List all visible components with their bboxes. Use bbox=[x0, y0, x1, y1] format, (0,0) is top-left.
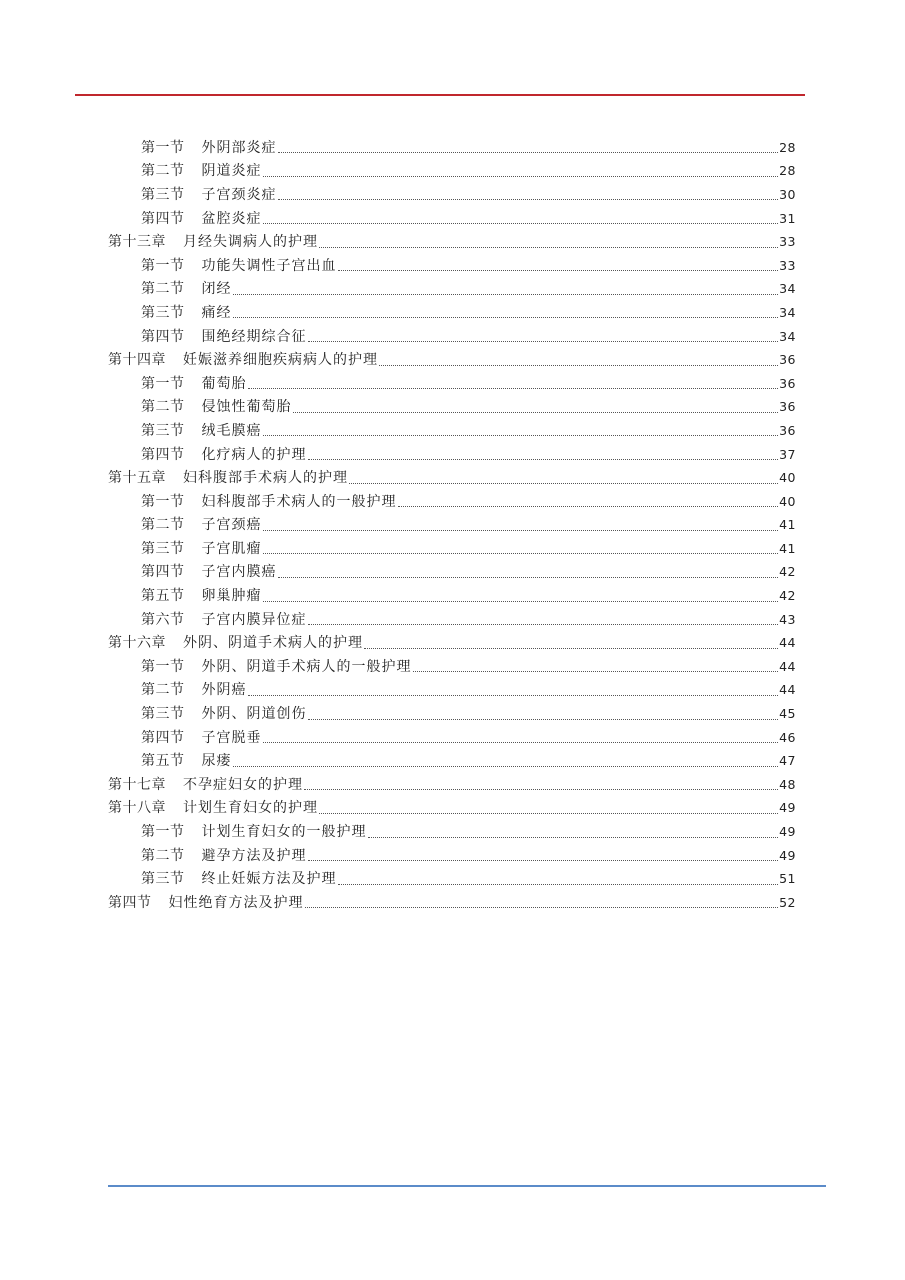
table-of-contents bbox=[0, 136, 905, 915]
toc-entry-line bbox=[141, 162, 796, 180]
toc-entry-number: 第一节 bbox=[141, 139, 185, 156]
toc-entry-number: 第三节 bbox=[141, 706, 185, 723]
toc-section-entry[interactable] bbox=[0, 490, 905, 514]
header-rule bbox=[75, 94, 805, 96]
toc-entry-page-number: 48 bbox=[779, 776, 796, 792]
toc-entry-number: 第四节 bbox=[141, 210, 185, 227]
toc-entry-page-number: 44 bbox=[779, 635, 796, 651]
toc-entry-page-number: 44 bbox=[779, 682, 796, 698]
toc-entry-number: 第三节 bbox=[141, 871, 185, 888]
footer-rule bbox=[108, 1185, 826, 1187]
toc-entry-line bbox=[141, 823, 796, 841]
toc-entry-title: 外阴、阴道手术病人的一般护理 bbox=[201, 658, 412, 675]
toc-section-entry[interactable] bbox=[0, 867, 905, 891]
toc-entry-title: 妇性绝育方法及护理 bbox=[168, 894, 304, 911]
toc-entry-page-number: 46 bbox=[779, 729, 796, 745]
toc-dot-leader bbox=[233, 317, 779, 318]
toc-chapter-entry[interactable] bbox=[0, 230, 905, 254]
toc-entry-title: 尿瘘 bbox=[201, 753, 232, 770]
toc-dot-leader bbox=[263, 223, 779, 224]
toc-section-entry[interactable] bbox=[0, 301, 905, 325]
toc-entry-number: 第四节 bbox=[141, 446, 185, 463]
toc-section-entry[interactable] bbox=[0, 820, 905, 844]
toc-entry-title: 计划生育妇女的护理 bbox=[183, 800, 318, 817]
toc-entry-line bbox=[141, 304, 796, 322]
toc-entry-page-number: 42 bbox=[779, 588, 796, 604]
toc-entry-number: 第十七章 bbox=[108, 776, 166, 793]
toc-entry-page-number: 44 bbox=[779, 658, 796, 674]
toc-entry-number: 第三节 bbox=[141, 186, 185, 203]
toc-entry-title: 侵蚀性葡萄胎 bbox=[201, 399, 292, 416]
toc-entry-number: 第三节 bbox=[141, 304, 185, 321]
toc-dot-leader bbox=[263, 176, 779, 177]
toc-entry-title: 子宫内膜癌 bbox=[201, 564, 277, 581]
toc-chapter-entry[interactable] bbox=[0, 466, 905, 490]
toc-dot-leader bbox=[233, 766, 779, 767]
toc-entry-page-number: 49 bbox=[779, 824, 796, 840]
toc-entry-page-number: 40 bbox=[779, 493, 796, 509]
toc-section-entry[interactable] bbox=[0, 443, 905, 467]
toc-dot-leader bbox=[263, 530, 779, 531]
toc-entry-number: 第五节 bbox=[141, 588, 185, 605]
toc-dot-leader bbox=[305, 907, 779, 908]
toc-entry-line bbox=[141, 705, 796, 723]
toc-dot-leader bbox=[338, 270, 779, 271]
toc-entry-line bbox=[108, 634, 796, 652]
toc-chapter-entry[interactable] bbox=[0, 773, 905, 797]
toc-dot-leader bbox=[319, 247, 778, 248]
toc-entry-title: 不孕症妇女的护理 bbox=[183, 776, 303, 793]
toc-dot-leader bbox=[368, 837, 779, 838]
toc-entry-title: 子宫颈炎症 bbox=[201, 186, 277, 203]
toc-entry-number: 第二节 bbox=[141, 163, 185, 180]
toc-section-entry[interactable] bbox=[0, 325, 905, 349]
toc-entry-title: 外阴部炎症 bbox=[201, 139, 277, 156]
toc-entry-page-number: 42 bbox=[779, 564, 796, 580]
toc-section-entry[interactable] bbox=[0, 183, 905, 207]
toc-entry-number: 第四节 bbox=[141, 564, 185, 581]
toc-entry-title: 盆腔炎症 bbox=[201, 210, 262, 227]
toc-entry-line bbox=[108, 351, 796, 369]
toc-dot-leader bbox=[308, 341, 779, 342]
toc-entry-page-number: 45 bbox=[779, 706, 796, 722]
toc-section-entry[interactable] bbox=[0, 608, 905, 632]
toc-entry-page-number: 49 bbox=[779, 847, 796, 863]
toc-dot-leader bbox=[278, 577, 779, 578]
toc-entry-title: 子宫颈癌 bbox=[201, 517, 262, 534]
toc-entry-page-number: 36 bbox=[779, 399, 796, 415]
toc-dot-leader bbox=[308, 459, 779, 460]
toc-dot-leader bbox=[338, 884, 779, 885]
toc-entry-page-number: 28 bbox=[779, 163, 796, 179]
toc-entry-title: 妇科腹部手术病人的护理 bbox=[183, 470, 348, 487]
toc-section-entry[interactable] bbox=[0, 419, 905, 443]
toc-entry-page-number: 34 bbox=[779, 304, 796, 320]
toc-entry-title: 子宫内膜异位症 bbox=[201, 611, 307, 628]
toc-entry-title: 葡萄胎 bbox=[201, 375, 247, 392]
toc-section-entry[interactable] bbox=[0, 655, 905, 679]
toc-entry-line bbox=[141, 398, 796, 416]
toc-section-entry[interactable] bbox=[0, 749, 905, 773]
toc-section-entry[interactable] bbox=[0, 726, 905, 750]
toc-entry-page-number: 36 bbox=[779, 422, 796, 438]
toc-entry-title: 痛经 bbox=[201, 304, 232, 321]
toc-entry-line bbox=[141, 658, 796, 676]
toc-dot-leader bbox=[263, 601, 779, 602]
toc-dot-leader bbox=[263, 553, 779, 554]
toc-entry-page-number: 28 bbox=[779, 139, 796, 155]
toc-dot-leader bbox=[233, 294, 779, 295]
toc-section-entry[interactable] bbox=[0, 207, 905, 231]
toc-entry-number: 第三节 bbox=[141, 540, 185, 557]
toc-section-entry[interactable] bbox=[0, 278, 905, 302]
toc-entry-number: 第二节 bbox=[141, 281, 185, 298]
toc-entry-page-number: 34 bbox=[779, 281, 796, 297]
toc-entry-title: 外阴、阴道创伤 bbox=[201, 706, 307, 723]
toc-section-entry[interactable] bbox=[0, 254, 905, 278]
toc-entry-number: 第一节 bbox=[141, 257, 185, 274]
toc-entry-line bbox=[141, 186, 796, 204]
toc-entry-page-number: 33 bbox=[779, 257, 796, 273]
toc-entry-title: 化疗病人的护理 bbox=[201, 446, 307, 463]
toc-entry-title: 子宫肌瘤 bbox=[201, 540, 262, 557]
toc-section-entry[interactable] bbox=[0, 537, 905, 561]
toc-entry-number: 第四节 bbox=[141, 328, 185, 345]
toc-entry-title: 子宫脱垂 bbox=[201, 729, 262, 746]
toc-entry-number: 第一节 bbox=[141, 824, 185, 841]
toc-entry-page-number: 36 bbox=[779, 352, 796, 368]
toc-section-entry[interactable] bbox=[0, 679, 905, 703]
toc-entry-line bbox=[141, 752, 796, 770]
toc-entry-number: 第四节 bbox=[141, 729, 185, 746]
toc-entry-page-number: 34 bbox=[779, 328, 796, 344]
toc-entry-title: 终止妊娠方法及护理 bbox=[201, 871, 337, 888]
toc-entry-number: 第十六章 bbox=[108, 635, 166, 652]
toc-entry-title: 功能失调性子宫出血 bbox=[201, 257, 337, 274]
toc-dot-leader bbox=[248, 695, 779, 696]
toc-dot-leader bbox=[278, 152, 779, 153]
toc-dot-leader bbox=[308, 624, 779, 625]
toc-entry-line bbox=[141, 139, 796, 157]
toc-entry-line bbox=[141, 681, 796, 699]
toc-entry-page-number: 40 bbox=[779, 470, 796, 486]
toc-entry-line bbox=[141, 540, 796, 558]
toc-dot-leader bbox=[308, 860, 779, 861]
toc-entry-page-number: 47 bbox=[779, 753, 796, 769]
toc-entry-title: 围绝经期综合征 bbox=[201, 328, 307, 345]
toc-entry-title: 计划生育妇女的一般护理 bbox=[201, 824, 367, 841]
toc-entry-number: 第三节 bbox=[141, 422, 185, 439]
toc-entry-title: 闭经 bbox=[201, 281, 232, 298]
toc-entry-line bbox=[141, 563, 796, 581]
toc-section-entry[interactable] bbox=[0, 372, 905, 396]
toc-entry-title: 外阴癌 bbox=[201, 682, 247, 699]
toc-entry-page-number: 36 bbox=[779, 375, 796, 391]
toc-entry-title: 避孕方法及护理 bbox=[201, 847, 307, 864]
toc-entry-number: 第十三章 bbox=[108, 234, 166, 251]
toc-dot-leader bbox=[293, 412, 779, 413]
toc-entry-number: 第十四章 bbox=[108, 352, 166, 369]
toc-dot-leader bbox=[263, 435, 779, 436]
toc-section-entry[interactable] bbox=[0, 136, 905, 160]
toc-entry-page-number: 41 bbox=[779, 517, 796, 533]
toc-entry-page-number: 31 bbox=[779, 210, 796, 226]
toc-entry-line bbox=[141, 446, 796, 464]
toc-entry-page-number: 49 bbox=[779, 800, 796, 816]
toc-entry-page-number: 43 bbox=[779, 611, 796, 627]
toc-entry-line bbox=[141, 611, 796, 629]
toc-entry-line bbox=[108, 776, 796, 794]
toc-section-entry[interactable] bbox=[0, 514, 905, 538]
toc-chapter-entry[interactable] bbox=[0, 348, 905, 372]
toc-entry-line bbox=[141, 729, 796, 747]
toc-entry-page-number: 30 bbox=[779, 186, 796, 202]
toc-entry-line bbox=[141, 587, 796, 605]
toc-entry-page-number: 52 bbox=[779, 894, 796, 910]
toc-entry-title: 绒毛膜癌 bbox=[201, 422, 262, 439]
toc-entry-number: 第二节 bbox=[141, 682, 185, 699]
toc-section-entry[interactable] bbox=[0, 844, 905, 868]
toc-entry-line bbox=[108, 469, 796, 487]
toc-dot-leader bbox=[304, 789, 778, 790]
toc-entry-line bbox=[141, 847, 796, 865]
toc-entry-number: 第二节 bbox=[141, 847, 185, 864]
toc-entry-line bbox=[108, 233, 796, 251]
toc-entry-title: 外阴、阴道手术病人的护理 bbox=[183, 635, 363, 652]
toc-entry-title: 妇科腹部手术病人的一般护理 bbox=[201, 493, 397, 510]
toc-entry-page-number: 51 bbox=[779, 871, 796, 887]
toc-entry-line bbox=[141, 516, 796, 534]
toc-dot-leader bbox=[349, 483, 778, 484]
toc-entry-title: 妊娠滋养细胞疾病病人的护理 bbox=[183, 352, 378, 369]
toc-chapter-entry[interactable] bbox=[0, 631, 905, 655]
toc-entry-line bbox=[141, 328, 796, 346]
toc-dot-leader bbox=[379, 365, 778, 366]
toc-dot-leader bbox=[248, 388, 779, 389]
toc-dot-leader bbox=[319, 813, 778, 814]
toc-entry-line bbox=[141, 375, 796, 393]
toc-entry-line bbox=[141, 493, 796, 511]
toc-section-entry[interactable] bbox=[0, 160, 905, 184]
toc-entry-line bbox=[141, 870, 796, 888]
toc-dot-leader bbox=[308, 719, 779, 720]
toc-entry-number: 第一节 bbox=[141, 375, 185, 392]
toc-entry-number: 第二节 bbox=[141, 517, 185, 534]
toc-chapter-entry[interactable] bbox=[0, 797, 905, 821]
toc-entry-number: 第二节 bbox=[141, 399, 185, 416]
toc-entry-line bbox=[141, 257, 796, 275]
toc-entry-number: 第五节 bbox=[141, 753, 185, 770]
toc-dot-leader bbox=[413, 671, 779, 672]
toc-entry-number: 第一节 bbox=[141, 658, 185, 675]
toc-entry-number: 第十五章 bbox=[108, 470, 166, 487]
toc-entry-title: 卵巢肿瘤 bbox=[201, 588, 262, 605]
toc-entry-line bbox=[141, 280, 796, 298]
toc-section-entry[interactable] bbox=[0, 396, 905, 420]
toc-section-entry[interactable] bbox=[0, 561, 905, 585]
toc-section-entry[interactable] bbox=[0, 702, 905, 726]
toc-chapter-entry[interactable] bbox=[0, 891, 905, 915]
toc-entry-page-number: 37 bbox=[779, 446, 796, 462]
toc-entry-title: 阴道炎症 bbox=[201, 163, 262, 180]
toc-entry-line bbox=[141, 422, 796, 440]
toc-entry-page-number: 33 bbox=[779, 234, 796, 250]
toc-dot-leader bbox=[263, 742, 779, 743]
toc-entry-title: 月经失调病人的护理 bbox=[183, 234, 318, 251]
toc-entry-number: 第四节 bbox=[108, 894, 152, 911]
toc-entry-number: 第十八章 bbox=[108, 800, 166, 817]
toc-entry-line bbox=[108, 894, 796, 912]
toc-entry-number: 第六节 bbox=[141, 611, 185, 628]
toc-entry-line bbox=[108, 799, 796, 817]
toc-dot-leader bbox=[398, 506, 779, 507]
toc-section-entry[interactable] bbox=[0, 584, 905, 608]
toc-dot-leader bbox=[364, 648, 778, 649]
toc-entry-number: 第一节 bbox=[141, 493, 185, 510]
toc-entry-line bbox=[141, 210, 796, 228]
toc-entry-page-number: 41 bbox=[779, 540, 796, 556]
toc-dot-leader bbox=[278, 199, 779, 200]
